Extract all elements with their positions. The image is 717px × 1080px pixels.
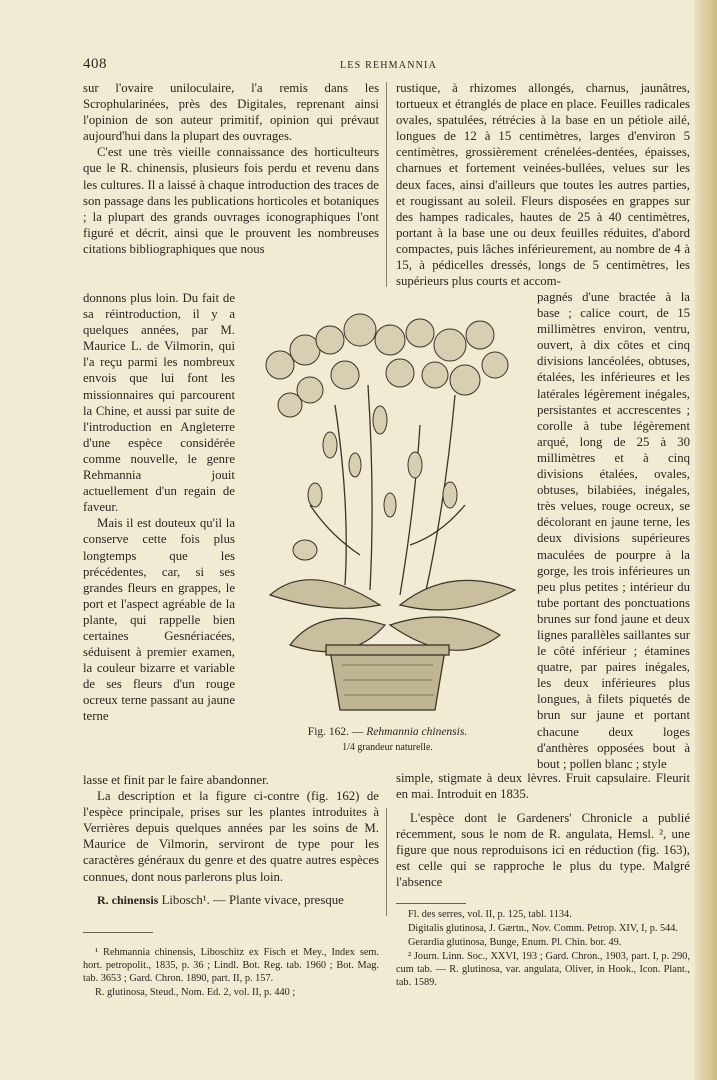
footnotes-left [83,946,379,1000]
footnote: R. glutinosa, Steud., Nom. Ed. 2, vol. II, p. 440 ; [95,987,296,998]
right-column-top [396,80,690,289]
paragraph: pagnés d'une bractée à la base ; calice court, de 15 millimètres environ, ventru, ouvert, à dix côtes et cinq divisions lancéolées, obtuses, étalées, les inférieures et les latérales légèrement inégales, persistantes et accrescentes ; corolle à tube légèrement arqué, long de 25 à 30 millimètres et à cinq divisions étalées, ovales, obtuses, bilabiées, inégales, très velues, rouge ocreux, se décolorant en jaune terne, les deux divisions supérieures maculées de pourpre à la gorge, les trois inférieures un peu plus petites ; intérieur du tube portant des ponctuations brunes sur fond jaune et deux lignes parallèles saillantes sur le côté inférieur ; étamines quatre, par paires inégales, les deux inférieures plus longues, à filets piquetés de brun sur jaune et portant chacune deux loges d'anthères opposées bout à bout ; pollen blanc ; style [537,290,690,771]
footnote-rule [396,903,466,904]
paragraph: La description et la figure ci-contre (fig. 162) de l'espèce principale, prises sur les plantes introduites à Verrières depuis quelques années par les soins de M. Maurice de Vilmorin, serviront de type pour les caractères généraux du genre et des quatre autres espèces connues, dont nous parlerons plus loin. [83,789,379,884]
caption-title [250,724,525,740]
paragraph: donnons plus loin. Du fait de sa réintroduction, il y a quelques années, par M. Maurice L. de Vilmorin, qui l'a reçu parmi les nombreux envois que lui font les missionnaires qui parcourent la Chine, et aussi par suite de l'introduction en Angleterre d'une espèce considérée comme nouvelle, le genre Rehmannia jouit actuellement d'un regain de faveur. [83,291,235,515]
footnote: Gerardia glutinosa, Bunge, Enum. Pl. Chin. bor. 49. [408,937,622,948]
figure-caption [250,724,525,756]
paragraph: Mais il est douteux qu'il la conserve cette fois plus longtemps que les précédentes, car, si ses grandes fleurs en grappes, le port et l'aspect agréable de la plante, qui rappelle bien certaines Gesnériacées, séduisent à premier examen, la couleur bizarre et variable de ses fleurs d'un rouge ocreux terne passant au jaune terne [83,516,235,724]
paragraph: L'espèce dont le Gardeners' Chronicle a publié récemment, sous le nom de R. angulata, Hemsl. ², une figure que nous reproduisons ici en réduction (fig. 163), est celle qui se rapproche le plus du type. Malgré l'absence [396,811,690,890]
page-edge [695,0,717,1080]
left-column-mid [83,290,235,725]
species-line [83,892,379,908]
species-text: — Plante vivace, presque [213,892,344,907]
page-number: 408 [83,56,107,72]
plant-illustration [250,305,525,720]
left-column-top [83,80,379,257]
left-column-bottom [83,772,379,908]
footnotes-right [396,908,690,990]
paragraph: rustique, à rhizomes allongés, charnus, jaunâtres, tortueux et étranglés de place en place. Feuilles radicales ovales, spatulées, rétrécies à la base en un pétiole ailé, longues de 12 à 15 centimètres, larges d'environ 5 centimètres, grossièrement crénelées-dentées, épaisses, charnues et fortement veinées-bullées, velues sur les deux faces, ainsi d'ailleurs que toutes les autres parties, et rougissant au soleil. Fleurs disposées en grappes sur des hampes radicales, hautes de 25 à 40 centimètres, portant à la base une ou deux feuilles réduites, d'abord compactes, puis lâches inférieurement, au nombre de 4 à 15, à pédicelles dressés, longs de 5 centimètres, les supérieurs plus courts et accom- [396,81,690,289]
paragraph: simple, stigmate à deux lèvres. Fruit capsulaire. Fleurit en mai. Introduit en 1835. [396,771,690,802]
footnote: Fl. des serres, vol. II, p. 125, tabl. 1134. [408,909,572,920]
column-rule [386,808,387,916]
footnote-rule [83,932,153,933]
footnote: ¹ Rehmannia chinensis, Liboschitz ex Fisch et Mey., Index sem. hort. petropolit., 1835, p. 36 ; Lindl. Bot. Reg. tab. 1960 ; Bot. Mag. tab. 3653 ; Gard. Chron. 1890, part. II, p. 157. [83,947,379,984]
caption-label: Fig. 162. — [307,726,364,738]
paragraph: sur l'ovaire uniloculaire, l'a remis dans les Scrophularinées, près des Digitales, reprenant ainsi l'opinion de son auteur primitif, opinion qui prévaut aujourd'hui dans la plupart des ouvrages. [83,81,379,144]
species-heading: R. chinensis [97,892,159,907]
right-column-bottom [396,770,690,802]
rehmannia-engraving [250,305,525,720]
footnote: Digitalis glutinosa, J. Gærtn., Nov. Comm. Petrop. XIV, I, p. 544. [408,923,679,934]
footnote: ² Journ. Linn. Soc., XXVI, 193 ; Gard. Chron., 1903, part. I, p. 290, cum tab. — R. glutinosa, var. angulata, Oliver, in Hook., Icon. Plant., tab. 1589. [396,951,690,988]
running-title: LES REHMANNIA [340,60,437,71]
column-rule [386,82,387,287]
right-column-mid [537,289,690,772]
paragraph: lasse et finit par le faire abandonner. [83,773,269,787]
right-column-low [396,810,690,890]
paragraph: C'est une très vieille connaissance des horticulteurs que le R. chinensis, plusieurs fois perdu et revenu dans les cultures. Il a laissé à chaque introduction des traces de son passage dans les publications horticoles et botaniques ; la plupart des grands ouvrages iconographiques l'ont figuré et décrit, ainsi que le prouvent les nombreuses citations bibliographiques que nous [83,145,379,256]
species-author: Libosch¹. [161,892,210,907]
caption-species: Rehmannia chinensis. [366,726,468,738]
caption-scale: 1/4 grandeur naturelle. [342,742,433,753]
